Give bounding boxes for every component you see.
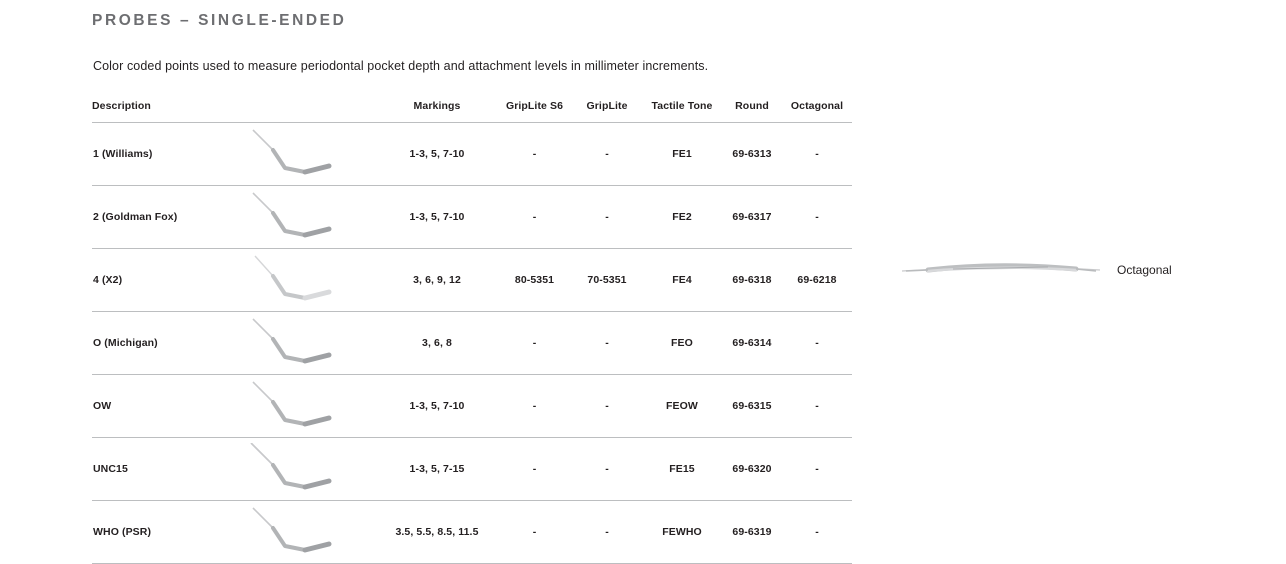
cell-tactile-tone: FEO	[642, 312, 722, 375]
cell-markings: 1-3, 5, 7-10	[377, 123, 497, 186]
cell-griplite: -	[572, 186, 642, 249]
cell-markings: 3, 6, 8	[377, 312, 497, 375]
page-subtitle: Color coded points used to measure periodontal pocket depth and attachment levels in millimeter increments.	[93, 59, 709, 73]
table-row	[92, 249, 852, 312]
table-row	[92, 375, 852, 438]
cell-markings: 1-3, 5, 7-10	[377, 186, 497, 249]
cell-probe-image	[232, 249, 377, 312]
table-row	[92, 186, 852, 249]
cell-description: 1 (Williams)	[92, 123, 232, 186]
column-header-image	[232, 100, 377, 123]
cell-griplite-s6: 80-5351	[497, 249, 572, 312]
probe-illustration-icon	[245, 254, 365, 306]
cell-round: 69-6313	[722, 123, 782, 186]
cell-round: 69-6317	[722, 186, 782, 249]
cell-description: O (Michigan)	[92, 312, 232, 375]
cell-griplite-s6: -	[497, 375, 572, 438]
page-title: PROBES – SINGLE-ENDED	[92, 12, 347, 29]
cell-tactile-tone: FE4	[642, 249, 722, 312]
cell-probe-image	[232, 501, 377, 564]
cell-octagonal: -	[782, 438, 852, 501]
column-header-octagonal: Octagonal	[790, 100, 844, 112]
table-header-row	[92, 100, 852, 123]
column-header-round: Round	[735, 100, 769, 112]
cell-round: 69-6320	[722, 438, 782, 501]
cell-round: 69-6314	[722, 312, 782, 375]
column-header-description: Description	[92, 100, 151, 112]
table-row	[92, 438, 852, 501]
column-header-griplite-s6: GripLite S6	[505, 100, 564, 112]
cell-tactile-tone: FE1	[642, 123, 722, 186]
table-row	[92, 312, 852, 375]
table-row	[92, 123, 852, 186]
table-row	[92, 501, 852, 564]
cell-description: OW	[92, 375, 232, 438]
cell-griplite: 70-5351	[572, 249, 642, 312]
cell-griplite-s6: -	[497, 312, 572, 375]
probe-illustration-icon	[245, 191, 365, 243]
cell-description: 2 (Goldman Fox)	[92, 186, 232, 249]
cell-octagonal: -	[782, 123, 852, 186]
cell-griplite-s6: -	[497, 186, 572, 249]
cell-round: 69-6318	[722, 249, 782, 312]
cell-octagonal: -	[782, 312, 852, 375]
cell-round: 69-6319	[722, 501, 782, 564]
cell-tactile-tone: FEWHO	[642, 501, 722, 564]
cell-probe-image	[232, 312, 377, 375]
cell-griplite-s6: -	[497, 123, 572, 186]
cell-octagonal: -	[782, 375, 852, 438]
probe-illustration-icon	[245, 506, 365, 558]
cell-probe-image	[232, 375, 377, 438]
probe-illustration-icon	[245, 317, 365, 369]
cell-description: UNC15	[92, 438, 232, 501]
octagonal-sample-label: Octagonal	[1117, 263, 1172, 277]
table-body	[92, 123, 852, 564]
cell-markings: 3, 6, 9, 12	[377, 249, 497, 312]
column-header-tactile-tone: Tactile Tone	[651, 100, 713, 112]
cell-description: 4 (X2)	[92, 249, 232, 312]
cell-probe-image	[232, 186, 377, 249]
cell-griplite: -	[572, 375, 642, 438]
cell-griplite: -	[572, 501, 642, 564]
cell-tactile-tone: FE2	[642, 186, 722, 249]
table-header	[92, 100, 852, 123]
octagonal-handle-illustration-icon	[898, 248, 1103, 292]
cell-markings: 1-3, 5, 7-10	[377, 375, 497, 438]
probe-illustration-icon	[245, 443, 365, 495]
cell-probe-image	[232, 123, 377, 186]
cell-octagonal: 69-6218	[782, 249, 852, 312]
cell-griplite: -	[572, 312, 642, 375]
cell-markings: 3.5, 5.5, 8.5, 11.5	[377, 501, 497, 564]
cell-griplite-s6: -	[497, 438, 572, 501]
probes-table	[92, 100, 852, 564]
cell-round: 69-6315	[722, 375, 782, 438]
cell-griplite: -	[572, 438, 642, 501]
probe-illustration-icon	[245, 128, 365, 180]
column-header-griplite: GripLite	[586, 100, 628, 112]
column-header-markings: Markings	[413, 100, 461, 112]
cell-octagonal: -	[782, 501, 852, 564]
cell-griplite: -	[572, 123, 642, 186]
cell-markings: 1-3, 5, 7-15	[377, 438, 497, 501]
cell-description: WHO (PSR)	[92, 501, 232, 564]
cell-griplite-s6: -	[497, 501, 572, 564]
cell-octagonal: -	[782, 186, 852, 249]
cell-tactile-tone: FEOW	[642, 375, 722, 438]
cell-probe-image	[232, 438, 377, 501]
probe-illustration-icon	[245, 380, 365, 432]
cell-tactile-tone: FE15	[642, 438, 722, 501]
